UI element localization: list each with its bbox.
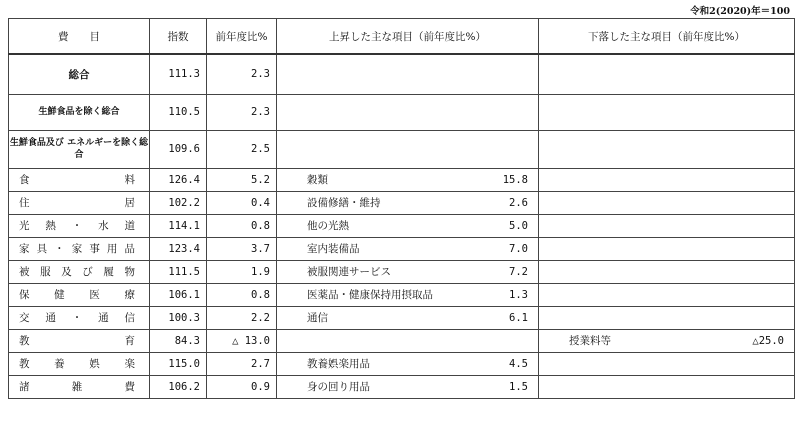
row-item-label: 教 育 [19, 335, 135, 347]
row-fall [539, 375, 795, 398]
table-row [9, 283, 795, 306]
row-rise [277, 329, 539, 352]
rise-item: 医薬品・健康保持用摂取品 [307, 289, 433, 301]
row-yoy: 1.9 [207, 260, 277, 283]
row-item-label: 被 服 及 び 履 物 [19, 266, 135, 278]
row-index: 84.3 [150, 329, 207, 352]
row-rise [277, 168, 539, 191]
row-fall [539, 130, 795, 168]
row-rise [277, 237, 539, 260]
row-item-label: 諸 雑 費 [19, 381, 135, 393]
rise-item: 他の光熱 [307, 220, 349, 232]
row-yoy: 3.7 [207, 237, 277, 260]
rise-item: 被服関連サービス [307, 266, 391, 278]
header-yoy: 前年度比% [207, 19, 277, 55]
row-item [9, 168, 150, 191]
row-item [9, 306, 150, 329]
rise-value: 6.1 [509, 311, 528, 324]
table-row [9, 191, 795, 214]
row-item-label: 食 料 [19, 174, 135, 186]
row-item [9, 214, 150, 237]
row-fall [539, 260, 795, 283]
rise-value: 7.0 [509, 242, 528, 255]
row-item-label: 教 養 娯 楽 [19, 358, 135, 370]
table-row [9, 214, 795, 237]
row-yoy: 2.7 [207, 352, 277, 375]
row-fall [539, 237, 795, 260]
table-row [9, 375, 795, 398]
table-row [9, 168, 795, 191]
row-rise [277, 214, 539, 237]
row-fall [539, 54, 795, 94]
fall-item: 授業料等 [569, 335, 611, 347]
row-index: 115.0 [150, 352, 207, 375]
rise-item: 通信 [307, 312, 328, 324]
row-yoy: 2.3 [207, 94, 277, 130]
header-rise: 上昇した主な項目（前年度比%） [277, 19, 539, 55]
rise-value: 1.3 [509, 288, 528, 301]
row-item: 生鮮食品を除く総合 [9, 94, 150, 130]
row-yoy: 0.9 [207, 375, 277, 398]
row-item [9, 352, 150, 375]
table-row [9, 306, 795, 329]
row-item-label: 交 通 ・ 通 信 [19, 312, 135, 324]
row-rise [277, 352, 539, 375]
row-fall [539, 191, 795, 214]
row-item [9, 329, 150, 352]
row-rise [277, 54, 539, 94]
row-yoy: 5.2 [207, 168, 277, 191]
row-index: 110.5 [150, 94, 207, 130]
row-index: 102.2 [150, 191, 207, 214]
row-fall [539, 168, 795, 191]
row-index: 106.1 [150, 283, 207, 306]
row-yoy: 2.5 [207, 130, 277, 168]
row-item [9, 130, 150, 168]
row-item-line2: エネルギーを除く総合 [67, 138, 149, 160]
row-item: 総合 [9, 54, 150, 94]
row-index: 111.3 [150, 54, 207, 94]
row-rise [277, 306, 539, 329]
row-index: 126.4 [150, 168, 207, 191]
row-rise [277, 260, 539, 283]
rise-value: 1.5 [509, 380, 528, 393]
rise-item: 穀類 [307, 174, 328, 186]
row-rise [277, 375, 539, 398]
row-rise [277, 191, 539, 214]
header-row [9, 19, 795, 55]
row-yoy: △ 13.0 [207, 329, 277, 352]
table-row [9, 237, 795, 260]
row-index: 109.6 [150, 130, 207, 168]
table-row [9, 329, 795, 352]
table-row [9, 260, 795, 283]
row-item-label: 光 熱 ・ 水 道 [19, 220, 135, 232]
row-yoy: 2.2 [207, 306, 277, 329]
rise-value: 4.5 [509, 357, 528, 370]
rise-value: 2.6 [509, 196, 528, 209]
rise-value: 5.0 [509, 219, 528, 232]
row-fall [539, 329, 795, 352]
row-item [9, 283, 150, 306]
header-item: 費 目 [9, 19, 150, 55]
row-fall [539, 352, 795, 375]
row-fall [539, 306, 795, 329]
rise-value: 7.2 [509, 265, 528, 278]
table-row [9, 94, 795, 130]
table-row [9, 54, 795, 94]
row-index: 106.2 [150, 375, 207, 398]
row-index: 111.5 [150, 260, 207, 283]
header-index: 指数 [150, 19, 207, 55]
row-yoy: 0.4 [207, 191, 277, 214]
header-fall: 下落した主な項目（前年度比%） [539, 19, 795, 55]
row-item [9, 260, 150, 283]
row-fall [539, 94, 795, 130]
row-rise [277, 94, 539, 130]
row-yoy: 0.8 [207, 283, 277, 306]
row-yoy: 0.8 [207, 214, 277, 237]
rise-item: 設備修繕・維持 [307, 197, 381, 209]
row-item-label: 家 具 ・ 家 事 用 品 [19, 243, 135, 255]
rise-item: 室内装備品 [307, 243, 360, 255]
rise-value: 15.8 [502, 173, 528, 186]
row-index: 100.3 [150, 306, 207, 329]
row-item-label: 住 居 [19, 197, 135, 209]
row-fall [539, 214, 795, 237]
row-rise [277, 130, 539, 168]
rise-item: 教養娯楽用品 [307, 358, 370, 370]
rise-item: 身の回り用品 [307, 381, 370, 393]
row-item-line1: 生鮮食品及び [9, 138, 64, 148]
fall-value: △25.0 [752, 334, 784, 347]
row-index: 123.4 [150, 237, 207, 260]
row-item-label: 保 健 医 療 [19, 289, 135, 301]
row-item [9, 375, 150, 398]
price-index-table [8, 18, 795, 399]
row-fall [539, 283, 795, 306]
unit-note: 令和2(2020)年＝100 [690, 6, 790, 17]
table-row [9, 352, 795, 375]
row-item [9, 191, 150, 214]
table-row [9, 130, 795, 168]
row-item [9, 237, 150, 260]
row-yoy: 2.3 [207, 54, 277, 94]
row-rise [277, 283, 539, 306]
row-index: 114.1 [150, 214, 207, 237]
